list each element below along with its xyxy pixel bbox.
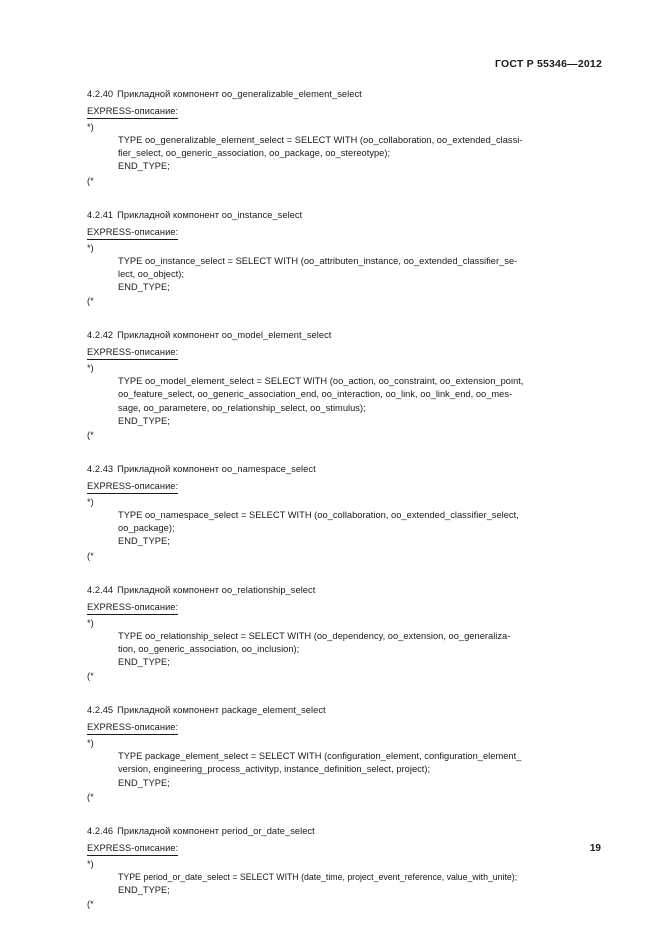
document-body (87, 88, 602, 911)
code-marker-close: (* (87, 175, 94, 186)
code-line: TYPE oo_namespace_select = SELECT WITH (oo_collaboration, oo_extended_classifier_select, (118, 510, 519, 521)
code-line: TYPE oo_instance_select = SELECT WITH (oo_attributen_instance, oo_extended_classifier_se- (118, 255, 518, 266)
express-description-label: EXPRESS-описание: (87, 480, 178, 494)
section-4-2-43 (87, 463, 602, 563)
express-code-block (118, 375, 602, 428)
code-marker-open: *) (87, 497, 94, 508)
code-line: TYPE oo_model_element_select = SELECT WITH (oo_action, oo_constraint, oo_extension_point, (118, 376, 524, 387)
section-title: Прикладной компонент oo_relationship_select (117, 584, 316, 595)
code-line: TYPE package_element_select = SELECT WITH (configuration_element, configuration_element_ (118, 751, 522, 762)
section-number: 4.2.43 (87, 464, 114, 475)
page-number: 19 (589, 843, 601, 854)
code-line: lect, oo_object); (118, 268, 184, 279)
section-title: Прикладной компонент oo_generalizable_element_select (117, 89, 362, 99)
section-4-2-40 (87, 88, 602, 188)
code-line: sage, oo_parametere, oo_relationship_select, oo_stimulus); (118, 402, 366, 413)
section-title: Прикладной компонент oo_namespace_select (117, 464, 316, 475)
code-marker-close: (* (87, 296, 94, 307)
express-description-label: EXPRESS-описание: (87, 226, 178, 240)
code-line: TYPE period_or_date_select = SELECT WITH (date_time, project_event_reference, value_with_unite); (118, 871, 518, 882)
section-4-2-41 (87, 209, 602, 309)
code-line: fier_select, oo_generic_association, oo_package, oo_stereotype); (118, 148, 391, 159)
section-4-2-45 (87, 704, 602, 804)
section-number: 4.2.42 (87, 330, 114, 341)
code-marker-open: *) (87, 363, 94, 374)
section-number: 4.2.40 (87, 89, 114, 99)
section-heading (87, 209, 602, 222)
section-title: Прикладной компонент oo_model_element_select (117, 330, 332, 341)
code-line: END_TYPE; (118, 657, 170, 668)
code-marker-close: (* (87, 899, 94, 910)
section-4-2-44 (87, 584, 602, 684)
express-code-block (118, 630, 602, 670)
code-line: END_TYPE; (118, 161, 170, 172)
code-marker-open: *) (87, 122, 94, 132)
express-description-label: EXPRESS-описание: (87, 601, 178, 615)
code-line: oo_feature_select, oo_generic_association_end, oo_interaction, oo_link, oo_link_end, oo_mes- (118, 389, 513, 400)
section-4-2-46 (87, 825, 602, 911)
code-marker-close: (* (87, 791, 94, 802)
code-line: version, engineering_process_activityp, instance_definition_select, project); (118, 764, 431, 775)
code-line: oo_package); (118, 523, 175, 534)
code-marker-open: *) (87, 738, 94, 749)
section-title: Прикладной компонент package_element_select (117, 705, 326, 716)
section-heading (87, 329, 602, 342)
express-description-label: EXPRESS-описание: (87, 721, 178, 735)
code-marker-close: (* (87, 550, 94, 561)
code-line: END_TYPE; (118, 777, 170, 788)
express-code-block (118, 134, 602, 174)
express-code-block (118, 750, 602, 790)
code-marker-close: (* (87, 430, 94, 441)
section-heading (87, 704, 602, 717)
code-line: END_TYPE; (118, 415, 170, 426)
section-number: 4.2.44 (87, 584, 114, 595)
code-line: END_TYPE; (118, 885, 170, 896)
code-line: tion, oo_generic_association, oo_inclusion); (118, 643, 300, 654)
section-number: 4.2.41 (87, 209, 114, 220)
code-marker-close: (* (87, 671, 94, 682)
section-number: 4.2.45 (87, 705, 114, 716)
express-description-label: EXPRESS-описание: (87, 842, 178, 856)
section-4-2-42 (87, 329, 602, 442)
code-line: TYPE oo_relationship_select = SELECT WITH (oo_dependency, oo_extension, oo_generaliza- (118, 630, 511, 641)
section-heading (87, 463, 602, 476)
code-line: END_TYPE; (118, 536, 170, 547)
section-title: Прикладной компонент oo_instance_select (117, 209, 303, 220)
express-description-label: EXPRESS-описание: (87, 346, 178, 360)
section-title: Прикладной компонент period_or_date_select (117, 825, 315, 836)
express-description-label: EXPRESS-описание: (87, 105, 178, 119)
express-code-block (118, 255, 602, 295)
section-heading (87, 825, 602, 838)
code-marker-open: *) (87, 858, 94, 869)
section-number: 4.2.46 (87, 825, 114, 836)
express-code-block (118, 871, 602, 897)
document-header-standard-number: ГОСТ Р 55346—2012 (494, 58, 602, 70)
section-heading (87, 584, 602, 597)
code-marker-open: *) (87, 617, 94, 628)
code-marker-open: *) (87, 242, 94, 253)
section-heading (87, 88, 602, 101)
code-line: END_TYPE; (118, 282, 170, 293)
code-line: TYPE oo_generalizable_element_select = SELECT WITH (oo_collaboration, oo_extended_classi- (118, 135, 523, 145)
express-code-block (118, 509, 602, 549)
